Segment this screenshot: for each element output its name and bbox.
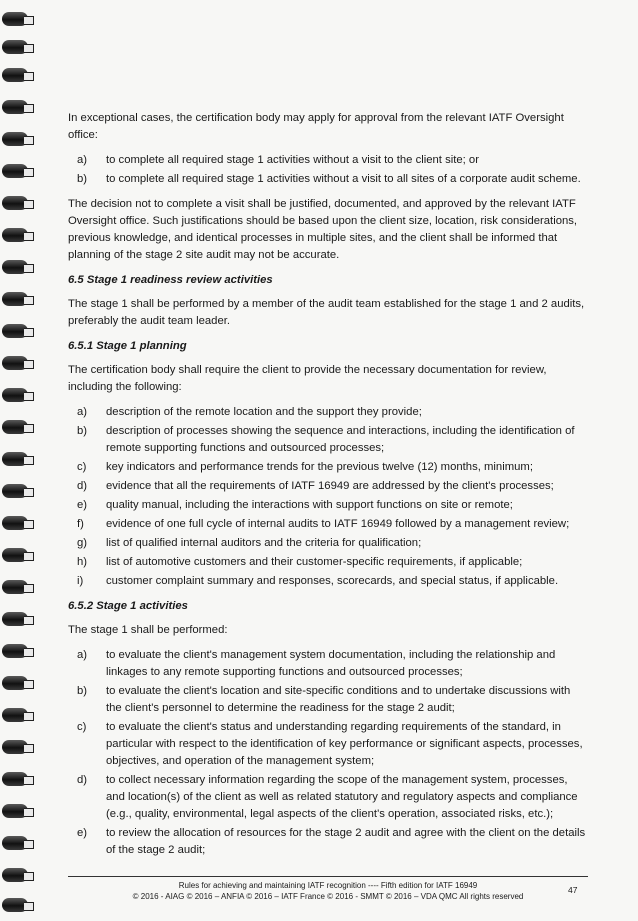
list-item-label: c) xyxy=(77,461,87,473)
section-heading-6-5-1: 6.5.1 Stage 1 planning xyxy=(68,340,187,352)
list-item-text: to evaluate the client's status and understanding regarding requirements of the standard, in particular with respect to the identification of key performance or significant aspects, processes, objectives, and operation of the management system; xyxy=(106,721,583,767)
list-item-text: list of automotive customers and their customer-specific requirements, if applicable; xyxy=(106,556,523,568)
list-item xyxy=(68,516,588,533)
binding-ring xyxy=(2,132,28,146)
list-item xyxy=(68,573,588,590)
section-6-5-1-paragraph: The certification body shall require the client to provide the necessary documentation for review, including the following: xyxy=(68,364,547,393)
intro-paragraph: In exceptional cases, the certification body may apply for approval from the relevant IATF Oversight office: xyxy=(68,112,564,141)
spiral-binding xyxy=(0,0,40,921)
list-item xyxy=(68,772,588,823)
binding-ring xyxy=(2,292,28,306)
intro-list xyxy=(68,152,588,188)
binding-ring xyxy=(2,708,28,722)
list-item-text: key indicators and performance trends for the previous twelve (12) months, minimum; xyxy=(106,461,533,473)
list-item-label: e) xyxy=(77,499,88,511)
list-item xyxy=(68,459,588,476)
binding-ring xyxy=(2,580,28,594)
binding-ring xyxy=(2,484,28,498)
list-item xyxy=(68,152,588,169)
list-item xyxy=(68,423,588,457)
list-item xyxy=(68,554,588,571)
list-item-label: c) xyxy=(77,721,87,733)
list-item-text: evidence that all the requirements of IATF 16949 are addressed by the client's processes; xyxy=(106,480,554,492)
footer-title: Rules for achieving and maintaining IATF recognition ---- Fifth edition for IATF 16949 xyxy=(178,881,478,890)
documentation-list xyxy=(68,404,588,590)
justification-paragraph: The decision not to complete a visit shall be justified, documented, and approved by the relevant IATF Oversight office. Such justifications should be based upon the client size, location, risk considerations, previous knowledge, and identical processes in multiple sites, and the client shall be informed that planning of the stage 2 site audit may not be accurate. xyxy=(68,198,578,261)
list-item xyxy=(68,647,588,681)
list-item xyxy=(68,535,588,552)
binding-ring xyxy=(2,196,28,210)
binding-ring xyxy=(2,12,28,26)
binding-ring xyxy=(2,804,28,818)
list-item-label: a) xyxy=(77,406,88,418)
binding-ring xyxy=(2,548,28,562)
binding-ring xyxy=(2,452,28,466)
activities-list xyxy=(68,647,588,859)
binding-ring xyxy=(2,676,28,690)
binding-ring xyxy=(2,740,28,754)
list-item xyxy=(68,683,588,717)
section-6-5-paragraph: The stage 1 shall be performed by a member of the audit team established for the stage 1 and 2 audits, preferably the audit team leader. xyxy=(68,298,585,327)
list-item-text: to collect necessary information regarding the scope of the management system, processes, and location(s) of the client as well as related statutory and regulatory aspects and compliance (e.g., quality, environmental, legal aspects of the client's operation, associated risks, etc.); xyxy=(106,774,578,820)
list-item xyxy=(68,497,588,514)
binding-ring xyxy=(2,772,28,786)
list-item-text: to complete all required stage 1 activities without a visit to all sites of a corporate audit scheme. xyxy=(106,173,581,185)
list-item-label: a) xyxy=(77,154,88,166)
list-item-text: quality manual, including the interactions with support functions on site or remote; xyxy=(106,499,513,511)
list-item-label: a) xyxy=(77,649,88,661)
document-body xyxy=(68,110,588,867)
list-item xyxy=(68,719,588,770)
list-item-text: to evaluate the client's location and site-specific conditions and to undertake discussions with the client's personnel to determine the readiness for the stage 2 audit; xyxy=(106,685,571,714)
binding-ring xyxy=(2,644,28,658)
binding-ring xyxy=(2,388,28,402)
list-item-label: b) xyxy=(77,685,88,697)
list-item-label: d) xyxy=(77,480,88,492)
binding-ring xyxy=(2,420,28,434)
binding-ring xyxy=(2,898,28,912)
list-item xyxy=(68,171,588,188)
list-item-label: h) xyxy=(77,556,88,568)
list-item-text: list of qualified internal auditors and the criteria for qualification; xyxy=(106,537,422,549)
list-item xyxy=(68,825,588,859)
list-item-label: b) xyxy=(77,173,88,185)
page-footer xyxy=(68,876,588,902)
list-item xyxy=(68,478,588,495)
list-item-text: evidence of one full cycle of internal audits to IATF 16949 followed by a management review; xyxy=(106,518,570,530)
list-item-text: to complete all required stage 1 activities without a visit to the client site; or xyxy=(106,154,479,166)
list-item-label: d) xyxy=(77,774,88,786)
list-item-text: to review the allocation of resources for the stage 2 audit and agree with the client on the details of the stage 2 audit; xyxy=(106,827,586,856)
binding-ring xyxy=(2,868,28,882)
footer-copyright: © 2016 - AIAG © 2016 – ANFIA © 2016 – IATF France © 2016 - SMMT © 2016 – VDA QMC All rights reserved xyxy=(132,892,524,901)
list-item-text: description of processes showing the sequence and interactions, including the identification of remote supporting functions and outsourced processes; xyxy=(106,425,575,454)
section-6-5-2-paragraph: The stage 1 shall be performed: xyxy=(68,624,228,636)
list-item-label: f) xyxy=(77,518,84,530)
binding-ring xyxy=(2,100,28,114)
list-item-text: description of the remote location and the support they provide; xyxy=(106,406,422,418)
binding-ring xyxy=(2,356,28,370)
binding-ring xyxy=(2,228,28,242)
page-number: 47 xyxy=(568,885,578,895)
binding-ring xyxy=(2,68,28,82)
list-item-label: g) xyxy=(77,537,88,549)
section-heading-6-5-2: 6.5.2 Stage 1 activities xyxy=(68,600,188,612)
binding-ring xyxy=(2,612,28,626)
list-item-label: b) xyxy=(77,425,88,437)
binding-ring xyxy=(2,164,28,178)
list-item-label: e) xyxy=(77,827,88,839)
list-item-text: to evaluate the client's management system documentation, including the relationship and linkages to any remote supporting functions and outsourced processes; xyxy=(106,649,556,678)
binding-ring xyxy=(2,516,28,530)
binding-ring xyxy=(2,324,28,338)
binding-ring xyxy=(2,836,28,850)
binding-ring xyxy=(2,40,28,54)
list-item-text: customer complaint summary and responses, scorecards, and special status, if applicable. xyxy=(106,575,559,587)
section-heading-6-5: 6.5 Stage 1 readiness review activities xyxy=(68,274,273,286)
binding-ring xyxy=(2,260,28,274)
list-item-label: i) xyxy=(77,575,84,587)
list-item xyxy=(68,404,588,421)
